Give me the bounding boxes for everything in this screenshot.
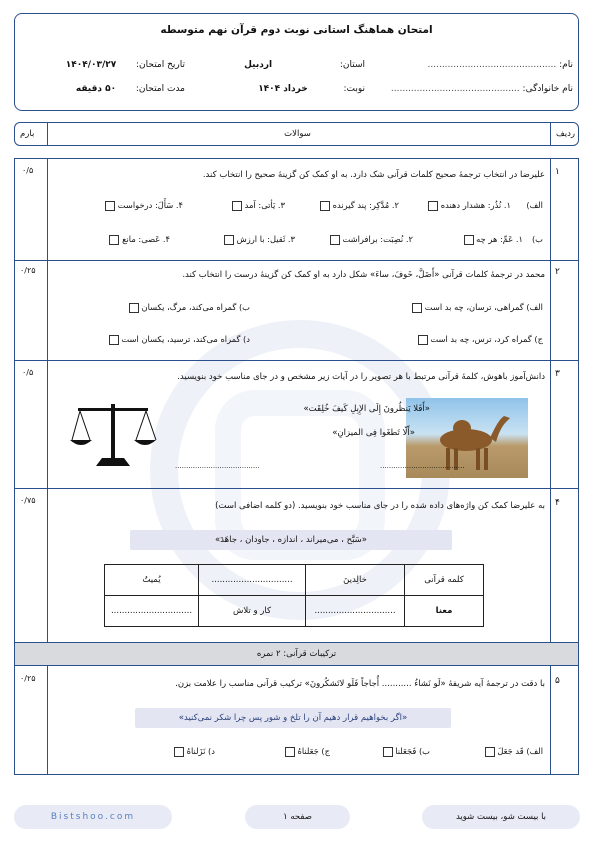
turn-field	[258, 84, 365, 94]
q2-score: ۰/۲۵	[20, 266, 36, 275]
checkbox[interactable]	[320, 201, 330, 211]
duration-field	[76, 84, 185, 94]
vocab-row-head-word: کلمه قرآنی	[405, 565, 484, 596]
checkbox[interactable]	[412, 303, 422, 313]
checkbox[interactable]	[485, 747, 495, 757]
q3-score: ۰/۵	[22, 368, 34, 377]
column-header	[14, 122, 579, 146]
col-score-label: بارم	[20, 129, 35, 139]
checkbox[interactable]	[330, 235, 340, 245]
q2-text: محمد در ترجمهٔ کلمات قرآنی «أَضَلَّ، خَوفَ، ساءَ» شکل دارد به او کمک کن گزینهٔ درست را انتخاب کند.	[182, 270, 545, 280]
checkbox[interactable]	[428, 201, 438, 211]
q2-number: ۲	[555, 267, 560, 277]
scale-icon	[68, 400, 158, 470]
q5-option-c[interactable]	[282, 746, 330, 757]
checkbox[interactable]	[232, 201, 242, 211]
col-row-label: ردیف	[555, 129, 575, 139]
q4-vocab-table	[104, 564, 484, 627]
q3-number: ۳	[555, 369, 560, 379]
q1-b1[interactable]	[461, 234, 523, 245]
q5-translation: «اگر بخواهیم قرار دهیم آن را تلخ و شور پس چرا شکر نمی‌کنید»	[135, 708, 451, 728]
footer-slogan: با بیست شو، بیست شوید	[422, 805, 580, 829]
date-value: ۱۴۰۴/۰۳/۲۷	[65, 60, 117, 70]
q3-text: دانش‌آموز باهوش، کلمهٔ قرآنی مرتبط با هر تصویر را در آیات زیر مشخص و در جای مناسب خود بنویسید.	[177, 372, 545, 382]
q1-a1[interactable]	[425, 200, 511, 211]
q5-option-a[interactable]	[482, 746, 543, 757]
q4-text: به علیرضا کمک کن واژه‌های داده شده را در جای مناسب خود بنویسید. (دو کلمه اضافی است)	[215, 501, 545, 511]
duration-value: ۵۰ دقیقه	[75, 84, 117, 94]
q2-option-b-text: ب) گمراه می‌کند، مرگ، یکسان	[141, 302, 250, 312]
q2-option-a[interactable]	[409, 302, 543, 313]
checkbox[interactable]	[383, 747, 393, 757]
q1-b4-text: ۴. عَصی: مانع	[122, 234, 170, 244]
col-questions-label: سوالات	[284, 129, 311, 139]
family-field	[391, 84, 573, 94]
vocab-blank[interactable]: ..............................	[199, 565, 306, 596]
q2-option-d-text: د) گمراه می‌کند، ترسید، یکسان است	[121, 334, 250, 344]
checkbox[interactable]	[174, 747, 184, 757]
q1-number: ۱	[555, 167, 560, 177]
turn-label: نوبت:	[343, 84, 365, 94]
checkbox[interactable]	[109, 235, 119, 245]
q2-option-d[interactable]	[106, 334, 250, 345]
turn-value: خرداد ۱۴۰۴	[258, 84, 308, 94]
table-row	[105, 565, 484, 596]
vocab-cell: کار و تلاش	[199, 596, 306, 627]
vocab-cell: یُمیتُ	[105, 565, 199, 596]
q1-score: ۰/۵	[22, 166, 34, 175]
family-label: نام خانوادگی:	[522, 84, 573, 94]
checkbox[interactable]	[109, 335, 119, 345]
divider-q3-q4	[14, 488, 579, 489]
q3-verse-2: «أَلّا تَطغَوا فِی المیزانِ»	[332, 428, 415, 438]
province-label: استان:	[339, 60, 365, 70]
q1-a3[interactable]	[229, 200, 285, 211]
q1-b3[interactable]	[221, 234, 295, 245]
q5-option-b-text: ب) فَجَعَلنا	[395, 746, 430, 756]
checkbox[interactable]	[418, 335, 428, 345]
q1-text: علیرضا در انتخاب ترجمهٔ صحیح کلمات قرآنی شک دارد. به او کمک کن گزینهٔ صحیح را انتخاب کند.	[202, 170, 545, 180]
family-blank[interactable]: .............................................	[390, 84, 520, 94]
q1-b1-text: ۱. عَمِّ: هر چه	[476, 234, 523, 244]
q5-option-b[interactable]	[380, 746, 430, 757]
checkbox[interactable]	[285, 747, 295, 757]
q5-option-d-text: د) نَزَلناهُ	[186, 746, 215, 756]
q1-a3-text: ۳. یَأتی: آمد	[244, 200, 285, 210]
q1-a-row	[526, 200, 543, 210]
province-field	[244, 60, 365, 70]
name-blank[interactable]: .............................................	[427, 60, 557, 70]
vocab-blank[interactable]: ..............................	[105, 596, 199, 627]
q5-text: با دقت در ترجمهٔ آیه شریفهٔ «لَو نَشاءُ ........... أُجاجاً فَلَو لاتَشکُرونَ» ترکیب قرآنی مناسب را علامت بزن.	[175, 679, 545, 689]
province-value: اردبیل	[244, 60, 273, 70]
q5-option-d[interactable]	[171, 746, 215, 757]
q3-answer-blank-camel[interactable]: ......................................	[380, 462, 465, 470]
q2-option-a-text: الف) گمراهی، ترسان، چه بد است	[424, 302, 543, 312]
checkbox[interactable]	[464, 235, 474, 245]
q3-answer-blank-scale[interactable]: ......................................	[175, 462, 260, 470]
exam-title: امتحان هماهنگ استانی نوبت دوم قرآن نهم متوسطه	[160, 24, 433, 36]
q1-b3-text: ۳. ثَقیل: با ارزش	[236, 234, 295, 244]
q5-option-c-text: ج) جَعَلناهُ	[297, 746, 330, 756]
checkbox[interactable]	[129, 303, 139, 313]
q1-a2[interactable]	[317, 200, 399, 211]
q2-option-c-text: ج) گمراه کرد، ترس، چه بد است	[430, 334, 543, 344]
vocab-blank[interactable]: ..............................	[306, 596, 405, 627]
q1-b-label: ب)	[531, 234, 543, 244]
footer-page-number: صفحه ۱	[245, 805, 350, 829]
q1-b2-text: ۲. نُصِبَت: برافراشت	[342, 234, 413, 244]
q1-b2[interactable]	[327, 234, 413, 245]
checkbox[interactable]	[105, 201, 115, 211]
duration-label: مدت امتحان:	[135, 84, 185, 94]
q3-verse-1: «أَفَلا یَنظُرونَ إِلَی الإِبِلِ کَیفَ خُلِقَت»	[303, 404, 430, 414]
vocab-cell: خالِدینَ	[306, 565, 405, 596]
q1-a1-text: ۱. نُذُر: هشدار دهنده	[440, 200, 511, 210]
name-field	[428, 60, 573, 70]
date-label: تاریخ امتحان:	[136, 60, 185, 70]
q4-score: ۰/۷۵	[20, 496, 36, 505]
table-row	[105, 596, 484, 627]
q5-number: ۵	[555, 676, 560, 686]
q5-option-a-text: الف) قَد جَعَلَ	[497, 746, 543, 756]
q5-score: ۰/۲۵	[20, 674, 36, 683]
checkbox[interactable]	[224, 235, 234, 245]
vocab-row-head-meaning: معنا	[405, 596, 484, 627]
q1-a-label: الف)	[526, 200, 543, 210]
q1-b4[interactable]	[106, 234, 170, 245]
divider-q2-q3	[14, 360, 579, 361]
q4-number: ۴	[555, 498, 560, 508]
q1-b-row	[532, 234, 543, 244]
q4-word-bank: «سَبَّح ، می‌میراند ، اندازه ، جاودان ، جاهَدَ»	[130, 530, 452, 550]
divider-q1-q2	[14, 260, 579, 261]
q1-a2-text: ۲. مُدَّکِر: پند گیرنده	[332, 200, 399, 210]
q1-a4[interactable]	[102, 200, 183, 211]
q2-option-b[interactable]	[126, 302, 250, 313]
section-title: ترکیبات قرآنی: ۲ نمره	[256, 649, 337, 659]
date-field	[66, 60, 185, 70]
q1-a4-text: ۴. سَأَلَ: درخواست	[117, 200, 183, 210]
footer-site-link[interactable]: Bistshoo.com	[14, 805, 172, 829]
name-label: نام:	[559, 60, 573, 70]
q2-option-c[interactable]	[415, 334, 543, 345]
